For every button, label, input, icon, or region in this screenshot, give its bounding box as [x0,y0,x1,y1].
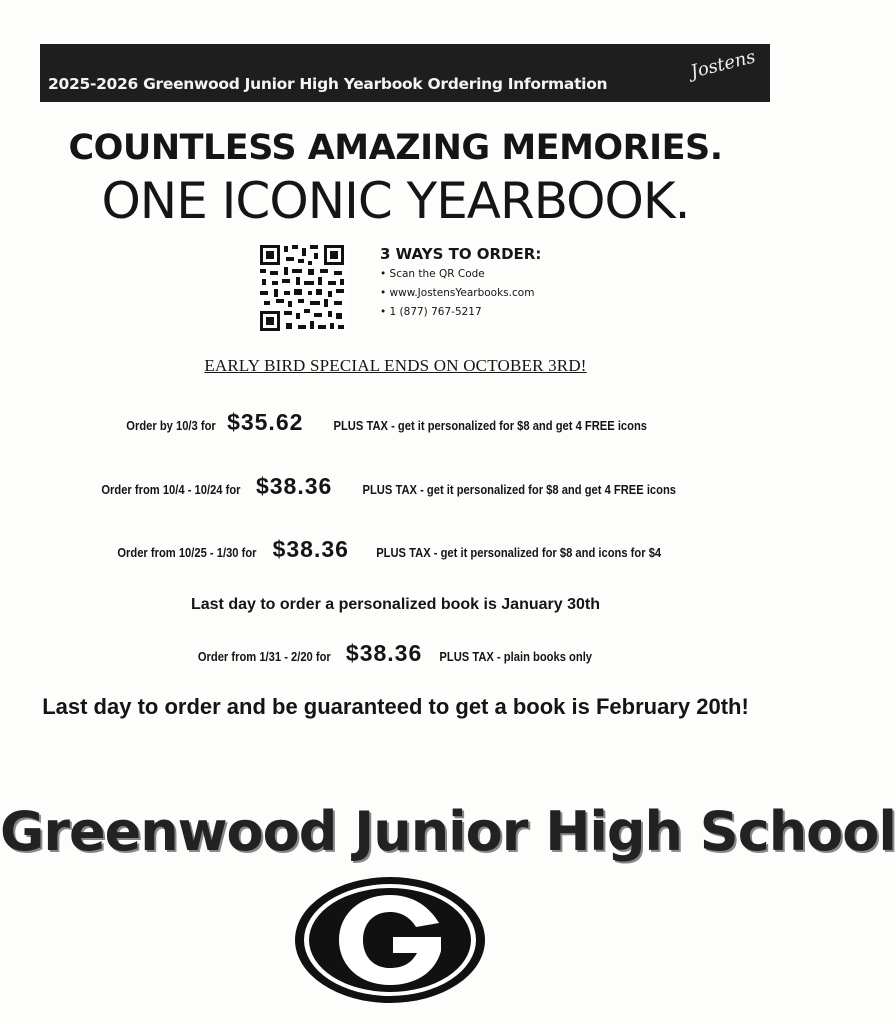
order-methods-title: 3 WAYS TO ORDER: [380,245,542,263]
order-method-qr-text: Scan the QR Code [389,268,485,280]
early-bird-notice: EARLY BIRD SPECIAL ENDS ON OCTOBER 3RD! [204,356,587,375]
school-name-wordart: Greenwood Junior High School [0,800,896,863]
jostens-logo: Jostens [688,46,758,83]
pricing-tier-4-price: $38.36 [345,640,423,666]
school-g-logo-icon [293,875,487,1005]
header-banner [40,44,770,102]
pricing-tier-3-after: PLUS TAX - get it personalized for $8 and icons for $4 [376,545,662,560]
order-method-phone[interactable]: • 1 (877) 767-5217 [380,306,482,318]
pricing-tier-4-before: Order from 1/31 - 2/20 for [197,649,331,664]
pricing-tier-4 [0,640,791,667]
pricing-tier-1-after: PLUS TAX - get it personalized for $8 and get 4 FREE icons [333,418,647,433]
pricing-tier-1 [0,409,791,436]
order-method-website-link[interactable]: www.JostensYearbooks.com [389,287,535,299]
pricing-tier-2 [0,473,791,500]
banner-title: 2025-2026 Greenwood Junior High Yearbook Ordering Information [48,75,608,93]
final-deadline: Last day to order and be guaranteed to get a book is February 20th! [42,694,749,719]
pricing-tier-2-before: Order from 10/4 - 10/24 for [101,482,241,497]
order-method-phone-number[interactable]: 1 (877) 767-5217 [389,306,482,318]
order-methods [380,245,541,325]
pricing-tier-4-after: PLUS TAX - plain books only [439,649,592,664]
pricing-tier-1-price: $35.62 [227,409,304,435]
headline-line2: ONE ICONIC YEARBOOK. [101,172,690,230]
pricing-tier-1-before: Order by 10/3 for [125,418,216,433]
pricing-tier-2-price: $38.36 [255,473,333,499]
pricing-tier-3 [0,536,791,563]
pricing-tier-3-price: $38.36 [272,536,349,562]
qr-code-icon[interactable] [258,243,346,333]
order-method-website[interactable]: • www.JostensYearbooks.com [380,287,535,299]
pricing-tier-3-before: Order from 10/25 - 1/30 for [117,545,257,560]
pricing-tier-2-after: PLUS TAX - get it personalized for $8 and get 4 FREE icons [362,482,676,497]
personalized-deadline: Last day to order a personalized book is January 30th [190,596,600,613]
headline-line1: COUNTLESS AMAZING MEMORIES. [68,128,723,168]
order-method-qr: • Scan the QR Code [380,268,485,280]
